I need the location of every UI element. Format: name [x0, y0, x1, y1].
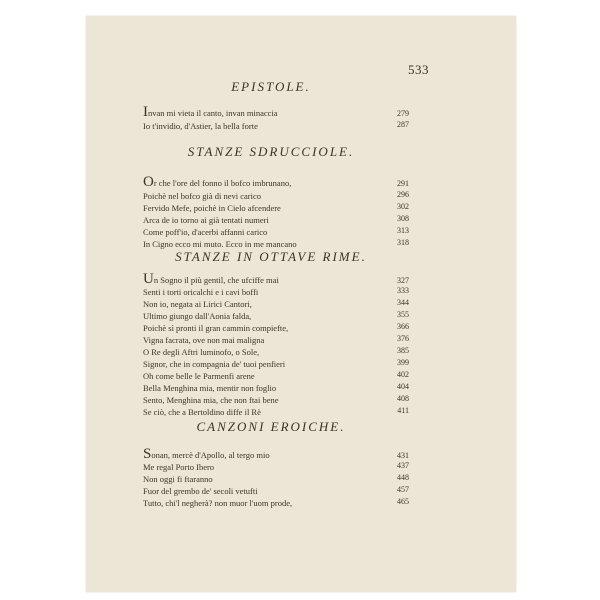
entry-page: 291 — [397, 179, 409, 188]
drop-initial: S — [143, 446, 152, 462]
entry-text: Io t'invidio, d'Astier, la bella forte — [143, 121, 258, 131]
entry-page: 457 — [397, 485, 409, 494]
entry-page: 302 — [397, 202, 409, 211]
entry-page: 437 — [397, 461, 409, 470]
section-title: EPISTOLE. — [231, 79, 311, 94]
entry-text: Oh come belle le Parmenfi arene — [143, 371, 255, 381]
entry-text: Fervido Mefe, poichè in Cielo afcendere — [143, 203, 281, 213]
entry-text: Ultimo giungo dall'Aonia falda, — [143, 311, 252, 321]
entry-text: Come poff'io, d'acerbi affanni carico — [143, 227, 268, 237]
entry-page: 313 — [397, 226, 409, 235]
entry-page: 344 — [397, 298, 409, 307]
entry-page: 448 — [397, 473, 409, 482]
entry-page: 308 — [397, 214, 409, 223]
entry-text: Senti i torti oricalchi e i cavi boffi — [143, 287, 259, 297]
entry-text: Fuor del grembo de' secoli vetufti — [143, 486, 258, 496]
entry-page: 287 — [397, 120, 409, 129]
entry-text: Poichè sì pronti il gran cammin compiefte, — [143, 323, 289, 333]
entry-text: In Cigno ecco mi muto. Ecco in me mancano — [143, 239, 297, 249]
entry-text: Me regal Porto Ibero — [143, 462, 215, 472]
drop-initial: U — [143, 271, 154, 287]
drop-initial: O — [143, 174, 154, 190]
entry-page: 296 — [397, 190, 409, 199]
page-number: 533 — [408, 62, 429, 77]
entry-page: 431 — [397, 451, 409, 460]
drop-initial: I — [143, 104, 148, 120]
entry-page: 327 — [397, 276, 409, 285]
entry-page: 385 — [397, 346, 409, 355]
entry-page: 333 — [397, 286, 409, 295]
book-page — [86, 16, 516, 592]
section-title: STANZE SDRUCCIOLE. — [187, 144, 355, 159]
entry-text: Vigna facrata, ove non mai maligna — [143, 335, 265, 345]
entry-text: r che l'ore del fonno il bofco imbrunano, — [153, 178, 292, 188]
entry-page: 376 — [397, 334, 409, 343]
entry-text: Arca de io torno ai già tentati numeri — [143, 215, 269, 225]
entry-text: onan, mercè d'Apollo, al tergo mio — [151, 450, 270, 460]
entry-text: Bella Menghina mia, mentir non foglio — [143, 383, 277, 393]
entry-text: Poichè nel bofco già di nevi carico — [143, 191, 262, 201]
entry-text: Tutto, chi'l negherà? non muor l'uom prode, — [143, 498, 293, 508]
entry-page: 318 — [397, 238, 409, 247]
section-title: CANZONI EROICHE. — [196, 419, 346, 434]
entry-page: 279 — [397, 109, 409, 118]
entry-text: Se ciò, che a Bertoldino diffe il Rè — [143, 407, 261, 417]
entry-page: 404 — [397, 382, 409, 391]
entry-text: Signor, che in compagnia de' tuoi penfieri — [143, 359, 286, 369]
entry-page: 408 — [397, 394, 409, 403]
entry-page: 402 — [397, 370, 409, 379]
section-title: STANZE IN OTTAVE RIME. — [175, 249, 367, 264]
entry-page: 411 — [397, 406, 409, 415]
entry-text: nvan mi vieta il canto, invan minaccia — [148, 108, 278, 118]
entry-page: 465 — [397, 497, 409, 506]
entry-page: 399 — [397, 358, 409, 367]
entry-text: n Sogno il più gentil, che ufciffe mai — [153, 275, 279, 285]
entry-page: 366 — [397, 322, 409, 331]
entry-text: Non oggi fi ftaranno — [143, 474, 213, 484]
entry-page: 355 — [397, 310, 409, 319]
entry-text: Sento, Menghina mia, che non ftai bene — [143, 395, 279, 405]
entry-text: Non io, negata ai Lirici Cantori, — [143, 299, 252, 309]
entry-text: O Re degli Aftri luminofo, o Sole, — [143, 347, 260, 357]
